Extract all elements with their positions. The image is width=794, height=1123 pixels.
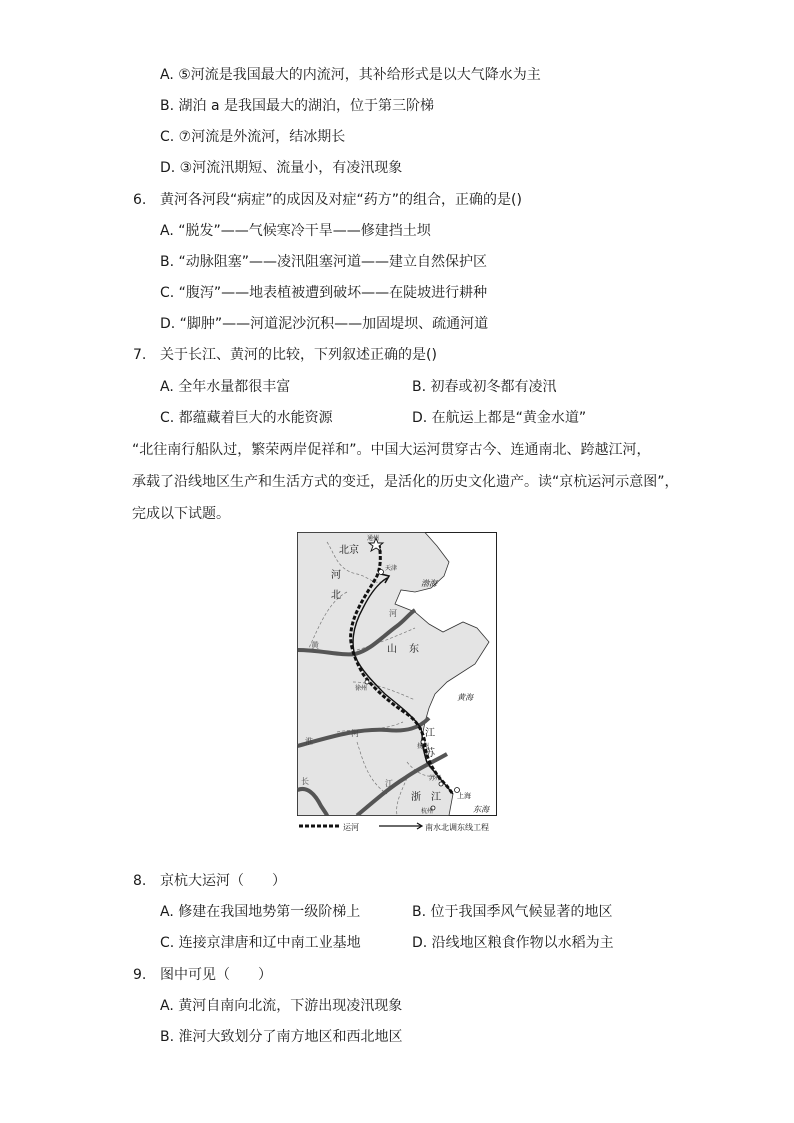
q7-option-a: A. 全年水量都很丰富 [160, 379, 291, 395]
q8-option-c: C. 连接京津唐和辽中南工业基地 [160, 935, 361, 951]
q6-option-c: C. “腹泻”——地表植被遭到破坏——在陡坡进行耕种 [160, 285, 488, 301]
label-tianjin: 天津 [385, 565, 398, 572]
q6-number: 6. [133, 192, 147, 208]
label-dong: 东 [409, 644, 419, 655]
label-huai: 淮 [305, 737, 313, 746]
label-bohai: 渤海 [421, 579, 437, 588]
q7-option-d: D. 在航运上都是“黄金水道” [412, 410, 587, 426]
passage-line-2: 承载了沿线地区生产和生活方式的变迁，是活化的历史文化遗产。读“京杭运河示意图”， [132, 474, 679, 490]
label-donghai: 东海 [473, 805, 489, 814]
q7-number: 7. [133, 347, 147, 363]
q5-option-c: C. ⑦河流是外流河，结冰期长 [160, 129, 346, 145]
q5-option-b: B. 湖泊 a 是我国最大的湖泊，位于第三阶梯 [160, 98, 434, 114]
label-he-river: 河 [389, 609, 397, 618]
label-he: 河 [331, 570, 341, 581]
xuzhou-marker-icon [365, 680, 369, 684]
label-hangzhou: 杭州 [421, 808, 434, 815]
label-beijing: 北京 [339, 545, 359, 556]
suzhou-marker-icon [439, 782, 443, 786]
q9-option-a: A. 黄河自南向北流，下游出现凌汛现象 [160, 998, 403, 1014]
legend-diversion-label: 南水北调东线工程 [425, 823, 489, 832]
tianjin-marker-icon [379, 570, 384, 575]
label-jiang-3: 江 [431, 792, 441, 803]
label-jiang-1: 江 [425, 728, 435, 739]
q8-option-b: B. 位于我国季风气候显著的地区 [412, 904, 613, 920]
q5-option-d: D. ③河流汛期短、流量小，有凌汛现象 [160, 160, 403, 176]
label-he-2: 河 [351, 729, 359, 738]
q6-option-a: A. “脱发”——气候寒冷干旱——修建挡土坝 [160, 223, 431, 239]
q8-stem: 京杭大运河（ ） [160, 873, 286, 889]
q6-option-d: D. “脚肿”——河道泥沙沉积——加固堤坝、疏通河道 [160, 316, 489, 332]
q9-option-b: B. 淮河大致划分了南方地区和西北地区 [160, 1029, 403, 1045]
q7-option-c: C. 都蕴藏着巨大的水能资源 [160, 410, 333, 426]
legend-canal-label: 运河 [343, 823, 359, 832]
label-yangzhou: 扬州 [417, 743, 430, 750]
label-su: 苏 [425, 748, 435, 759]
q6-stem: 黄河各河段“病症”的成因及对症“药方”的组合，正确的是() [160, 192, 522, 208]
q8-option-d: D. 沿线地区粮食作物以水稻为主 [412, 935, 614, 951]
label-huang: 黄 [311, 641, 319, 650]
q5-option-a: A. ⑤河流是我国最大的内流河，其补给形式是以大气降水为主 [160, 67, 541, 83]
q7-stem: 关于长江、黄河的比较，下列叙述正确的是() [160, 347, 437, 363]
q9-stem: 图中可见（ ） [160, 967, 272, 983]
q9-number: 9. [133, 967, 147, 983]
label-suzhou: 苏州 [429, 775, 442, 782]
grand-canal-map [297, 532, 497, 816]
label-xuzhou: 徐州 [355, 685, 368, 692]
passage-line-3: 完成以下试题。 [132, 506, 230, 522]
label-tongzhou: 通州 [367, 535, 380, 542]
label-jiang-2: 江 [385, 779, 393, 788]
label-zhe: 浙 [411, 792, 421, 803]
passage-line-1: “北往南行船队过，繁荣两岸促祥和”。中国大运河贯穿古今、连通南北、跨越江河， [132, 442, 651, 458]
map-legend [297, 818, 507, 834]
q6-option-b: B. “动脉阻塞”——凌汛阻塞河道——建立自然保护区 [160, 254, 488, 270]
label-chang: 长 [301, 777, 309, 786]
q8-number: 8. [133, 873, 147, 889]
label-bei: 北 [331, 590, 341, 601]
label-shan: 山 [387, 644, 397, 655]
label-huanghai: 黄海 [457, 693, 473, 702]
q8-option-a: A. 修建在我国地势第一级阶梯上 [160, 904, 361, 920]
label-shanghai: 上海 [457, 792, 471, 800]
q7-option-b: B. 初春或初冬都有凌汛 [412, 379, 557, 395]
